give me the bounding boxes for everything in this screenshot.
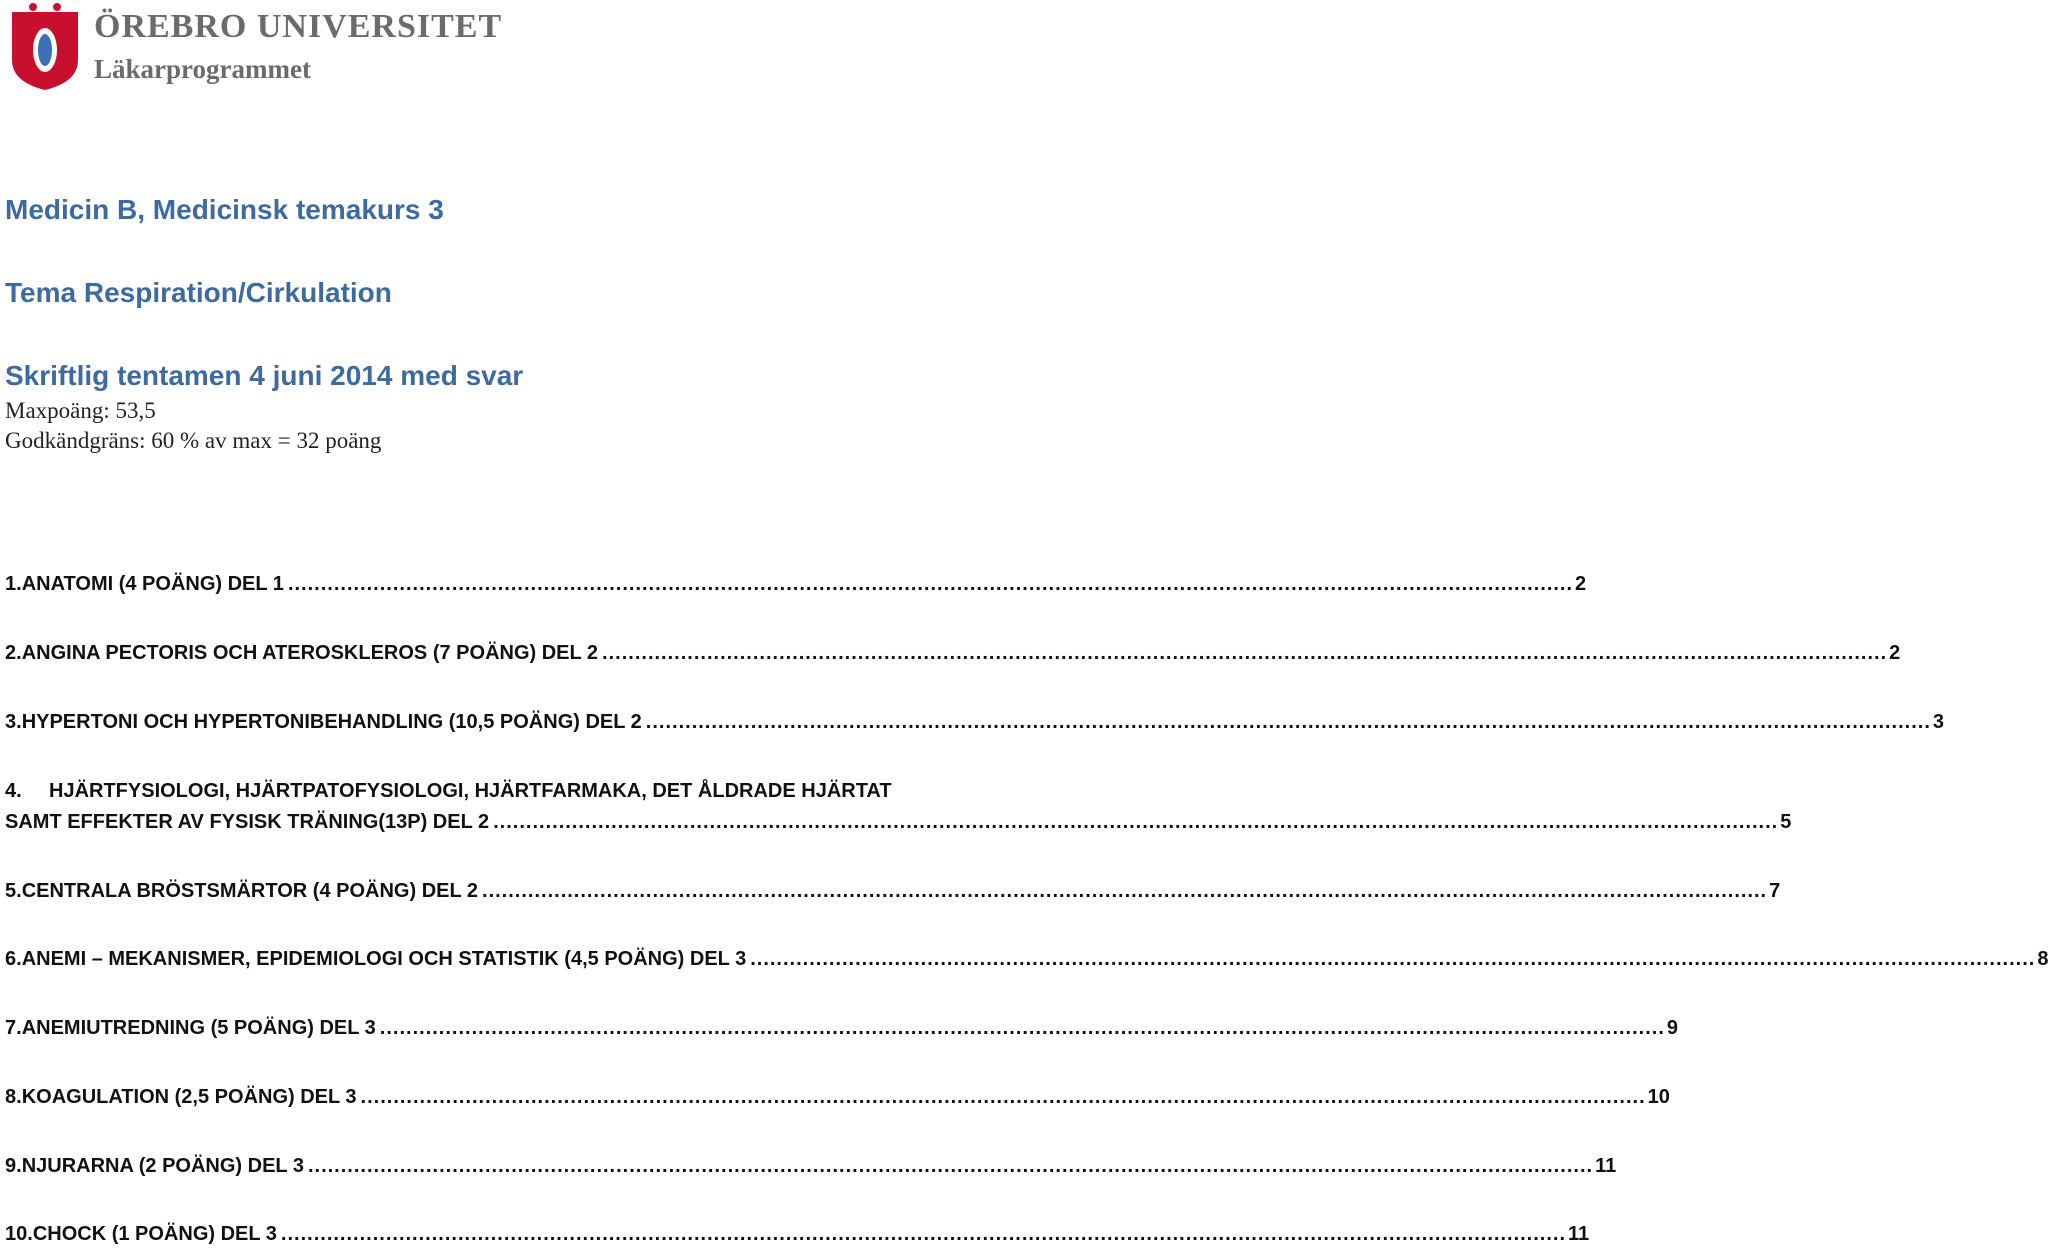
pass-limit: Godkändgräns: 60 % av max = 32 poäng <box>5 428 382 453</box>
toc-page-number: 7 <box>1769 880 1781 902</box>
toc-page-number: 11 <box>1568 1223 1590 1245</box>
toc-entry-second-line[interactable] <box>5 811 1792 834</box>
toc-leader: .................................................................................................................................................................................................... <box>750 948 2036 970</box>
toc-page-number: 3 <box>1932 711 1945 733</box>
toc-page-number: 2 <box>1889 642 1901 664</box>
toc-entry[interactable] <box>5 1017 1679 1040</box>
toc-number: 4. <box>5 780 22 802</box>
toc-leader: .................................................................................................................................................................................................... <box>602 642 1888 664</box>
toc-entry[interactable] <box>5 1155 1617 1178</box>
toc-entry[interactable] <box>5 880 1781 903</box>
toc-entry[interactable] <box>5 1223 1590 1246</box>
toc-title: ANEMIUTREDNING (5 POÄNG) DEL 3 <box>21 1017 376 1039</box>
toc-number: 10. <box>5 1223 33 1245</box>
toc-number: 6. <box>5 948 22 970</box>
toc-number: 9. <box>5 1155 22 1177</box>
toc-entry-first-line[interactable] <box>5 780 892 803</box>
toc-number: 5. <box>5 880 22 902</box>
toc-entry[interactable] <box>5 1086 1670 1109</box>
toc-leader: .................................................................................................................................................................................................... <box>379 1017 1665 1039</box>
toc-number: 3. <box>5 711 22 733</box>
toc-page-number: 10 <box>1647 1086 1670 1108</box>
university-name: ÖREBRO UNIVERSITET <box>94 8 503 45</box>
toc-leader: .................................................................................................................................................................................................... <box>307 1155 1594 1177</box>
toc-entry[interactable] <box>5 948 2048 971</box>
toc-number: 2. <box>5 642 22 664</box>
toc-leader: .................................................................................................................................................................................................... <box>280 1223 1567 1245</box>
toc-entry[interactable] <box>5 573 1587 596</box>
toc-title-continued: SAMT EFFEKTER AV FYSISK TRÄNING(13P) DEL 2 <box>5 811 490 833</box>
toc-title: CENTRALA BRÖSTSMÄRTOR (4 POÄNG) DEL 2 <box>21 880 479 902</box>
max-points: Maxpoäng: 53,5 <box>5 398 156 423</box>
theme-title: Tema Respiration/Cirkulation <box>5 277 392 308</box>
toc-page-number: 9 <box>1666 1017 1679 1039</box>
toc-leader: .................................................................................................................................................................................................... <box>645 711 1931 733</box>
toc-page-number: 8 <box>2037 948 2048 970</box>
toc-number: 8. <box>5 1086 22 1108</box>
toc-entry[interactable] <box>5 642 1901 665</box>
toc-title: KOAGULATION (2,5 POÄNG) DEL 3 <box>21 1086 357 1108</box>
toc-title: ANEMI – MEKANISMER, EPIDEMIOLOGI OCH STATISTIK (4,5 POÄNG) DEL 3 <box>21 948 747 970</box>
toc-number: 1. <box>5 573 22 595</box>
toc-title: NJURARNA (2 POÄNG) DEL 3 <box>21 1155 304 1177</box>
toc-leader: .................................................................................................................................................................................................... <box>482 880 1768 902</box>
toc-number: 7. <box>5 1017 22 1039</box>
toc-title: ANATOMI (4 POÄNG) DEL 1 <box>21 573 284 595</box>
toc-page-number: 2 <box>1575 573 1587 595</box>
toc-page-number: 11 <box>1595 1155 1617 1177</box>
program-name: Läkarprogrammet <box>94 54 311 84</box>
toc-title: ANGINA PECTORIS OCH ATEROSKLEROS (7 POÄNG) DEL 2 <box>21 642 599 664</box>
toc-title: CHOCK (1 POÄNG) DEL 3 <box>32 1223 277 1245</box>
course-title: Medicin B, Medicinsk temakurs 3 <box>5 194 444 225</box>
toc-title: HJÄRTFYSIOLOGI, HJÄRTPATOFYSIOLOGI, HJÄRTFARMAKA, DET ÅLDRADE HJÄRTAT <box>49 780 892 802</box>
toc-page-number: 5 <box>1780 811 1792 833</box>
header <box>8 2 568 94</box>
toc-entry[interactable] <box>5 711 1945 734</box>
toc-leader: .................................................................................................................................................................................................... <box>360 1086 1646 1108</box>
toc-title: HYPERTONI OCH HYPERTONIBEHANDLING (10,5 POÄNG) DEL 2 <box>21 711 642 733</box>
toc-leader: .................................................................................................................................................................................................... <box>493 811 1779 833</box>
university-logo <box>8 2 82 90</box>
toc-leader: .................................................................................................................................................................................................... <box>287 573 1574 595</box>
exam-title: Skriftlig tentamen 4 juni 2014 med svar <box>5 360 524 391</box>
